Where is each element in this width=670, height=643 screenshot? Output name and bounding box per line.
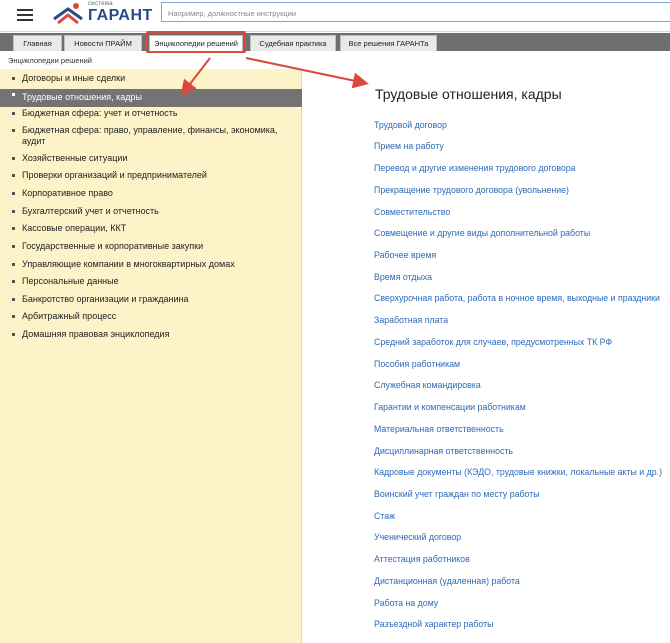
- logo-subtitle: система: [88, 1, 113, 7]
- tab-encyclopedias[interactable]: Энциклопедии решений: [149, 35, 243, 51]
- topic-link[interactable]: Кадровые документы (КЭДО, трудовые книжки, локальные акты и др.): [374, 467, 663, 477]
- page-title: Трудовые отношения, кадры: [375, 86, 562, 102]
- breadcrumb: Энциклопедии решений: [8, 56, 92, 65]
- topic-link[interactable]: Служебная командировка: [374, 380, 481, 390]
- top-header: [0, 0, 670, 32]
- garant-logo-icon: [52, 1, 84, 27]
- topic-link[interactable]: Дистанционная (удаленная) работа: [374, 576, 520, 586]
- logo-title: ГАРАНТ: [88, 7, 153, 24]
- menu-icon[interactable]: [15, 5, 35, 25]
- topic-link[interactable]: Материальная ответственность: [374, 424, 504, 434]
- topic-link[interactable]: Прекращение трудового договора (увольнение): [374, 185, 569, 195]
- topic-link[interactable]: Время отдыха: [374, 272, 432, 282]
- sidebar-item-management-companies[interactable]: Управляющие компании в многоквартирных домах: [0, 259, 302, 270]
- topic-link[interactable]: Средний заработок для случаев, предусмотренных ТК РФ: [374, 337, 613, 347]
- topic-link[interactable]: Заработная плата: [374, 315, 449, 325]
- search-input[interactable]: [162, 5, 670, 23]
- tab-court-practice[interactable]: Судебная практика: [250, 35, 336, 51]
- topic-link[interactable]: Аттестация работников: [374, 554, 470, 564]
- topic-link[interactable]: Прием на работу: [374, 141, 444, 151]
- topic-link[interactable]: Совмещение и другие виды дополнительной работы: [374, 228, 591, 238]
- main-content: [303, 69, 670, 643]
- sidebar-item-home-encyclopedia[interactable]: Домашняя правовая энциклопедия: [0, 329, 302, 340]
- garant-logo[interactable]: [52, 1, 152, 29]
- sidebar-item-corporate-law[interactable]: Корпоративное право: [0, 188, 302, 199]
- topic-link[interactable]: Трудовой договор: [374, 120, 447, 130]
- topic-link[interactable]: Пособия работникам: [374, 359, 461, 369]
- sidebar-item-labor-relations[interactable]: Трудовые отношения, кадры: [0, 89, 302, 107]
- tab-bar: [0, 33, 670, 51]
- tab-home[interactable]: Главная: [13, 35, 62, 51]
- sidebar-item-bookkeeping[interactable]: Бухгалтерский учет и отчетность: [0, 206, 302, 217]
- topic-link[interactable]: Воинский учет граждан по месту работы: [374, 489, 540, 499]
- sidebar-item-cash-operations[interactable]: Кассовые операции, ККТ: [0, 223, 302, 234]
- search-box: [161, 2, 670, 22]
- sidebar-item-business-situations[interactable]: Хозяйственные ситуации: [0, 153, 302, 164]
- sidebar-item-procurement[interactable]: Государственные и корпоративные закупки: [0, 241, 302, 252]
- topic-link[interactable]: Ученический договор: [374, 532, 462, 542]
- tab-prime-news[interactable]: Новости ПРАЙМ: [64, 35, 142, 51]
- sidebar-item-budget-law[interactable]: Бюджетная сфера: право, управление, финансы, экономика, аудит: [0, 125, 302, 147]
- topic-link[interactable]: Совместительство: [374, 207, 451, 217]
- sidebar-item-budget-accounting[interactable]: Бюджетная сфера: учет и отчетность: [0, 108, 302, 119]
- topic-link[interactable]: Перевод и другие изменения трудового договора: [374, 163, 576, 173]
- topic-link[interactable]: Сверхурочная работа, работа в ночное время, выходные и праздники: [374, 293, 660, 303]
- sidebar-item-contracts[interactable]: Договоры и иные сделки: [0, 73, 302, 84]
- topic-link[interactable]: Стаж: [374, 511, 396, 521]
- sidebar-item-personal-data[interactable]: Персональные данные: [0, 276, 302, 287]
- tab-all-solutions[interactable]: Все решения ГАРАНТа: [340, 35, 437, 51]
- sidebar: [0, 69, 302, 643]
- topic-link[interactable]: Рабочее время: [374, 250, 437, 260]
- topic-link[interactable]: Дисциплинарная ответственность: [374, 446, 513, 456]
- sidebar-item-arbitration[interactable]: Арбитражный процесс: [0, 311, 302, 322]
- topic-link[interactable]: Разъездной характер работы: [374, 619, 494, 629]
- sidebar-item-inspections[interactable]: Проверки организаций и предпринимателей: [0, 170, 302, 181]
- topic-link[interactable]: Гарантии и компенсации работникам: [374, 402, 526, 412]
- sidebar-item-bankruptcy[interactable]: Банкротство организации и гражданина: [0, 294, 302, 305]
- topic-link[interactable]: Работа на дому: [374, 598, 439, 608]
